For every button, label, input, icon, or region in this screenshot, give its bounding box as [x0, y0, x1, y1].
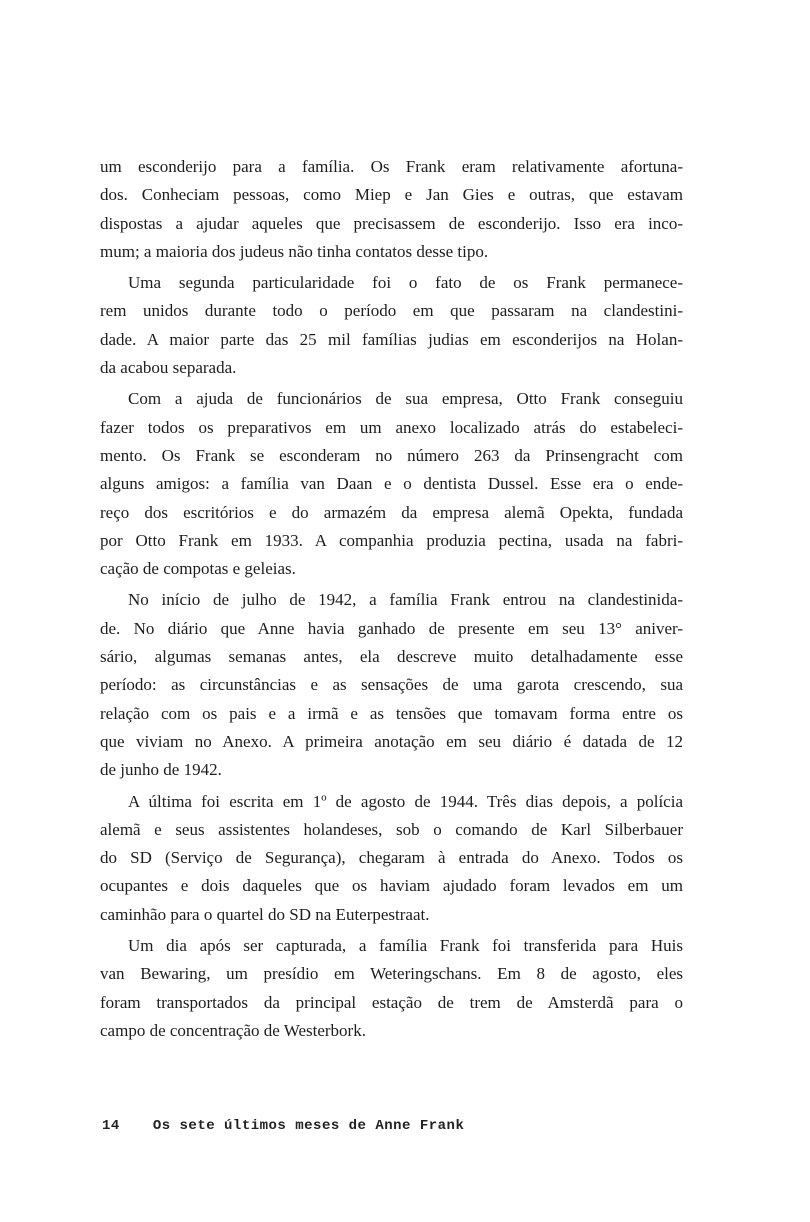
text-line: Um dia após ser capturada, a família Frank foi transferida para Huis	[128, 936, 683, 956]
text-line: dispostas a ajudar aqueles que precisassem de esconderijo. Isso era inco-	[100, 213, 683, 233]
text-line: van Bewaring, um presídio em Weteringschans. Em 8 de agosto, eles	[100, 964, 683, 984]
text-line: rem unidos durante todo o período em que passaram na clandestini-	[100, 301, 683, 321]
paragraph	[100, 932, 683, 1045]
paragraph	[100, 153, 683, 266]
paragraph	[100, 269, 683, 382]
text-line: da acabou separada.	[100, 358, 237, 378]
text-line: campo de concentração de Westerbork.	[100, 1020, 366, 1040]
text-line: Com a ajuda de funcionários de sua empresa, Otto Frank conseguiu	[128, 389, 683, 409]
text-line: de junho de 1942.	[100, 760, 222, 780]
text-line: sário, algumas semanas antes, ela descreve muito detalhadamente esse	[100, 647, 683, 667]
text-block	[100, 153, 683, 1048]
paragraph	[100, 385, 683, 583]
text-line: alemã e seus assistentes holandeses, sob o comando de Karl Silberbauer	[100, 819, 683, 839]
text-line: de. No diário que Anne havia ganhado de presente em seu 13° aniver-	[100, 618, 683, 638]
paragraph	[100, 586, 683, 784]
text-line: um esconderijo para a família. Os Frank eram relativamente afortuna-	[100, 157, 683, 176]
paragraph	[100, 788, 683, 929]
text-line: fazer todos os preparativos em um anexo localizado atrás do estabeleci-	[100, 417, 683, 437]
text-line: mento. Os Frank se esconderam no número 263 da Prinsengracht com	[100, 445, 683, 465]
text-line: A última foi escrita em 1º de agosto de 1944. Três dias depois, a polícia	[128, 791, 683, 811]
text-line: relação com os pais e a irmã e as tensões que tomavam forma entre os	[100, 703, 683, 723]
text-line: No início de julho de 1942, a família Frank entrou na clandestinida-	[128, 590, 683, 610]
page-footer	[102, 1118, 464, 1134]
text-line: dos. Conheciam pessoas, como Miep e Jan Gies e outras, que estavam	[100, 185, 683, 205]
text-line: caminhão para o quartel do SD na Euterpestraat.	[100, 904, 430, 924]
text-line: alguns amigos: a família van Daan e o dentista Dussel. Esse era o ende-	[100, 474, 683, 494]
running-title: Os sete últimos meses de Anne Frank	[152, 1118, 465, 1134]
text-line: dade. A maior parte das 25 mil famílias judias em esconderijos na Holan-	[100, 329, 683, 349]
text-line: cação de compotas e geleias.	[100, 559, 296, 579]
text-line: foram transportados da principal estação de trem de Amsterdã para o	[100, 992, 683, 1012]
text-line: período: as circunstâncias e as sensações de uma garota crescendo, sua	[100, 675, 683, 695]
text-line: mum; a maioria dos judeus não tinha contatos desse tipo.	[100, 241, 489, 261]
text-line: reço dos escritórios e do armazém da empresa alemã Opekta, fundada	[100, 502, 683, 522]
text-line: ocupantes e dois daqueles que os haviam ajudado foram levados em um	[100, 876, 683, 896]
text-line: do SD (Serviço de Segurança), chegaram à entrada do Anexo. Todos os	[100, 848, 683, 868]
text-line: por Otto Frank em 1933. A companhia produzia pectina, usada na fabri-	[100, 530, 683, 550]
page-number: 14	[102, 1118, 120, 1134]
text-line: Uma segunda particularidade foi o fato de os Frank permanece-	[128, 273, 683, 293]
text-line: que viviam no Anexo. A primeira anotação em seu diário é datada de 12	[100, 731, 683, 751]
